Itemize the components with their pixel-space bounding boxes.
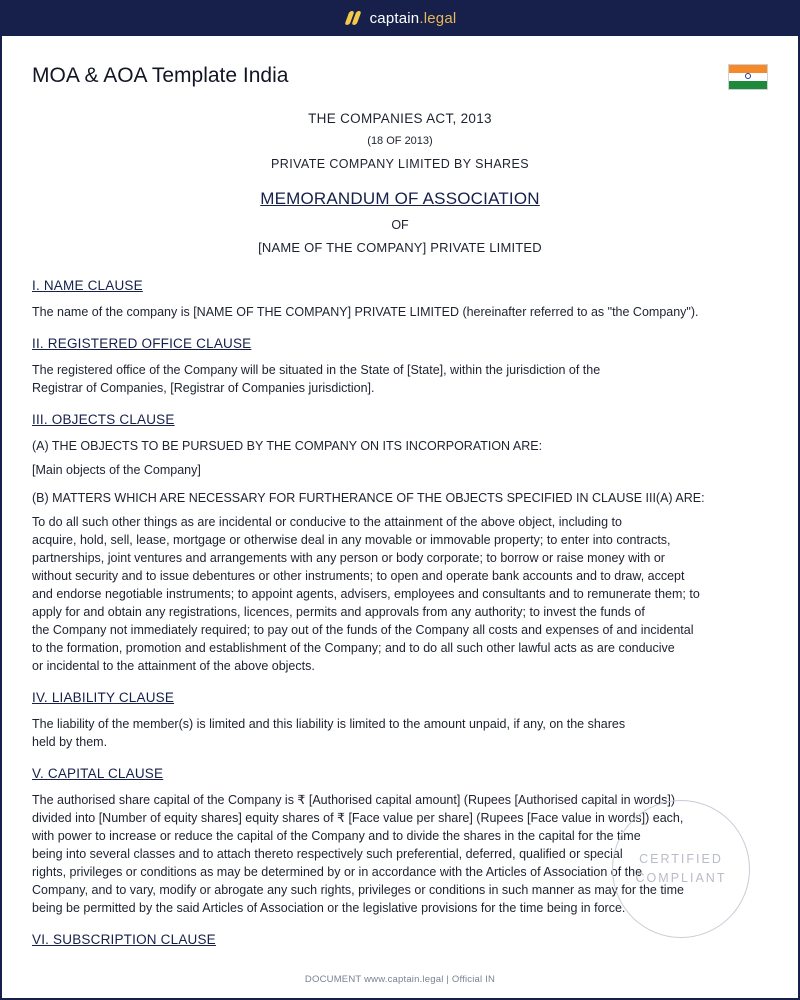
capital-clause-text — [32, 791, 772, 917]
text-line: (A) THE OBJECTS TO BE PURSUED BY THE COMPANY ON ITS INCORPORATION ARE: — [32, 439, 543, 453]
text-line: divided into [Number of equity shares] equity shares of ₹ [Face value per share] (Rupees [Face value in words]) each, — [32, 811, 684, 825]
objects-sub-a — [32, 437, 772, 455]
text-line: acquire, hold, sell, lease, mortgage or otherwise deal in any movable or immovable property; to enter into contracts, — [32, 533, 671, 547]
subscription-clause-heading: VI. SUBSCRIPTION CLAUSE — [32, 932, 216, 947]
brand[interactable] — [344, 10, 457, 27]
text-line: without security and to issue debentures or other instruments; to open and operate bank accounts and to draw, accept — [32, 569, 685, 583]
act-number: (18 OF 2013) — [367, 135, 433, 147]
text-line: and endorse negotiable instruments; to appoint agents, advisers, employees and consultants and to remunerate them; to — [32, 587, 700, 601]
liability-clause-heading: IV. LIABILITY CLAUSE — [32, 690, 175, 705]
name-clause-heading: I. NAME CLAUSE — [32, 278, 143, 293]
capital-clause-heading: V. CAPITAL CLAUSE — [32, 766, 164, 781]
text-line: partnerships, joint ventures and arrangements with any person or body corporate; to borrow or raise money with or — [32, 551, 665, 565]
text-line: apply for and obtain any registrations, licences, permits and approvals from any authority; to invest the funds of — [32, 605, 645, 619]
liability-clause-text — [32, 715, 772, 751]
footer: DOCUMENT www.captain.legal | Official IN — [304, 974, 496, 985]
text-line: held by them. — [32, 735, 108, 749]
office-clause-heading: II. REGISTERED OFFICE CLAUSE — [32, 336, 252, 351]
text-line: the Company not immediately required; to pay out of the funds of the Company all costs and expenses of and incidental — [32, 623, 694, 637]
stamp-line: CERTIFIED — [639, 852, 723, 866]
brand-name: captain.legal — [369, 9, 457, 27]
objects-sub-b — [32, 489, 772, 507]
text-line: Registrar of Companies, [Registrar of Companies jurisdiction]. — [32, 381, 375, 395]
text-line: The liability of the member(s) is limited and this liability is limited to the amount unpaid, if any, on the shares — [32, 717, 626, 731]
text-line: (B) MATTERS WHICH ARE NECESSARY FOR FURTHERANCE OF THE OBJECTS SPECIFIED IN CLAUSE III(A) ARE: — [32, 491, 705, 505]
text-line: to the formation, promotion and establishment of the Company; and to do all such other lawful acts as are conducive — [32, 641, 675, 655]
text-line: The authorised share capital of the Company is ₹ [Authorised capital amount] (Rupees [Authorised capital in words]) — [32, 793, 676, 807]
office-clause-text — [32, 361, 772, 397]
text-line: with power to increase or reduce the capital of the Company and to divide the shares in the capital for the time — [32, 829, 641, 843]
text-line: being into several classes and to attach thereto respectively such preferential, deferred, qualified or special — [32, 847, 623, 861]
text-line: The name of the company is [NAME OF THE COMPANY] PRIVATE LIMITED (hereinafter referred to as "the Company"). — [32, 305, 699, 319]
text-line: [Main objects of the Company] — [32, 463, 201, 477]
text-line: rights, privileges or conditions as may be determined by or in accordance with the Articles of Association of the — [32, 865, 643, 879]
stamp-line: COMPLIANT — [635, 871, 727, 885]
act-title: THE COMPANIES ACT, 2013 — [308, 111, 492, 126]
text-line: To do all such other things as are incidental or conducive to the attainment of the above object, including to — [32, 515, 622, 529]
main-objects — [32, 461, 772, 479]
text-line: The registered office of the Company will be situated in the State of [State], within the jurisdiction of the — [32, 363, 601, 377]
objects-clause-heading: III. OBJECTS CLAUSE — [32, 412, 175, 427]
brand-logo-icon — [344, 10, 362, 26]
objects-clause-text — [32, 513, 772, 675]
memorandum-title: MEMORANDUM OF ASSOCIATION — [260, 189, 540, 208]
india-flag-icon — [728, 64, 768, 90]
page-title: MOA & AOA Template India — [32, 64, 289, 87]
text-line: Company, and to vary, modify or abrogate any such rights, privileges or conditions in such manner as may for the time — [32, 883, 684, 897]
name-clause-text — [32, 303, 772, 321]
text-line: being be permitted by the said Articles of Association or the legislative provisions for the time being in force. — [32, 901, 626, 915]
top-bar — [0, 0, 800, 36]
company-name: [NAME OF THE COMPANY] PRIVATE LIMITED — [258, 240, 542, 255]
of-label: OF — [391, 218, 409, 232]
company-type: PRIVATE COMPANY LIMITED BY SHARES — [271, 157, 529, 171]
text-line: or incidental to the attainment of the above objects. — [32, 659, 315, 673]
